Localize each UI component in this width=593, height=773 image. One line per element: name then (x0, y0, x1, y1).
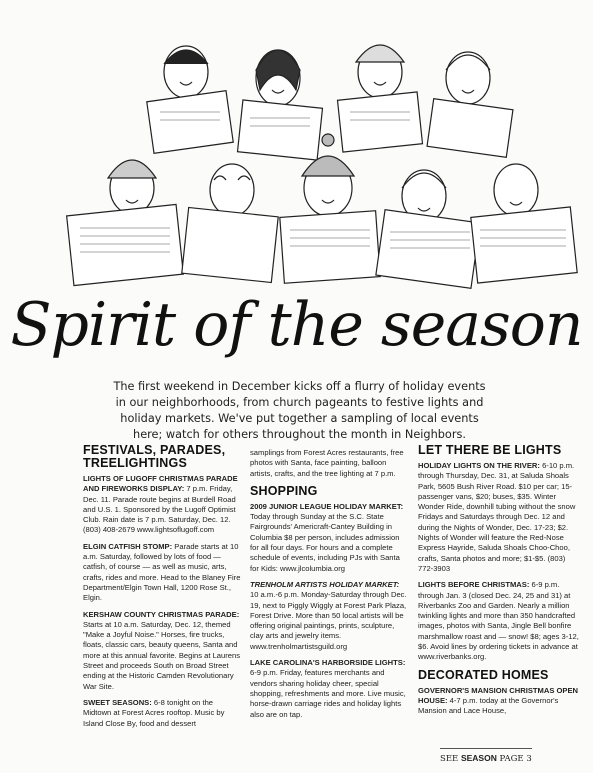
caroler-figure (471, 164, 577, 283)
event-title: SWEET SEASONS: (83, 697, 152, 707)
event-body: 4-7 p.m. today at the Governor's Mansion and Lace House, (418, 695, 559, 716)
caroler-figure (182, 164, 278, 283)
event-body: 6-10 p.m. through Thursday, Dec. 31, at Saluda Shoals Park, 5605 Bush River Road. $10 per car; 15-passenger vans, $20; buses, $35. Winter Wonder Ride, downhill tubing without the snow Fridays and Saturdays through Dec. 12 and during the Nights of Wonder, Dec. 17-23; $2. Nights of Wonder will feature the Red-Nose Express Hayride, Saluda Shoals Choo-Choo, crafts, Santa photos and more; $1-$5. (803) 772-3903 (418, 461, 576, 573)
event-title: KERSHAW COUNTY CHRISTMAS PARADE: (83, 609, 240, 619)
jump-line: SEE SEASON PAGE 3 (440, 748, 532, 764)
lights-column (418, 444, 580, 723)
event-body: 6-9 p.m. through Jan. 3 (closed Dec. 24, 25 and 31) at Riverbanks Zoo and Garden. Nearly a million twinkling lights and more than 350 handcrafted images, photos with Santa, Jingle Bell bonfire marshmallow roast and — snow! $8; ages 3-12, $6. Avoid lines by ordering tickets in advance at www.riverbanks.org. (418, 580, 579, 662)
event-body: Parade starts at 10 a.m. Saturday, followed by lots of food — catfish, of course — as well as music, arts, crafts, rides and more. Head to the Blaney Fire Department/Elgin Town Hall, 1200 Rose St., Elgin. (83, 541, 241, 603)
carolers-illustration (0, 0, 593, 300)
event-title: GOVERNOR'S MANSION CHRISTMAS OPEN HOUSE: (418, 685, 579, 705)
event-listing (83, 542, 241, 604)
event-body: Today through Sunday at the S.C. State Fairgrounds' Americraft-Cantey Building in Columbia $8 per person, includes admission for all four days. For hours and a complete schedule of events, including PJs with Santa for Kids: www.jlcolumbia.org (250, 512, 400, 573)
event-title: LIGHTS BEFORE CHRISTMAS: (418, 580, 530, 590)
event-listing (83, 610, 241, 692)
intro-paragraph: The first weekend in December kicks off a flurry of holiday events in our neighborhoods, from church pageants to festive lights and holiday markets. We've put together a sampling of local events here; watch for others throughout the month in Neighbors. (113, 380, 486, 441)
caroler-figure (338, 45, 423, 152)
section-heading-homes: DECORATED HOMES (418, 667, 549, 682)
event-title: LIGHTS OF LUGOFF CHRISTMAS PARADE AND FIREWORKS DISPLAY: (83, 474, 238, 494)
event-title: TRENHOLM ARTISTS HOLIDAY MARKET: (250, 579, 400, 589)
event-body: 7 p.m. Friday, Dec. 11. Parade route begins at Burdell Road and U.S. 1. Sponsored by the Lugoff Optimist Club. Rain date is 7 p.m. Saturday, Dec. 12. (803) 408-2679 www.lightsoflugoff.com (83, 484, 236, 535)
event-listing (250, 658, 408, 720)
event-listing (250, 502, 408, 574)
caroler-figure (67, 160, 184, 286)
event-listing (83, 698, 241, 729)
caroler-figure (427, 52, 513, 157)
event-body: 6-9 p.m. Friday, features merchants and vendors sharing holiday cheer, special shopping, refreshments and more. Live music, horse-drawn carriage rides and holiday lights also are on tap. (250, 668, 406, 719)
caroler-figure (238, 50, 323, 160)
caroler-figure (376, 170, 480, 288)
section-heading-shopping: SHOPPING (250, 483, 318, 498)
headline: Spirit of the season (10, 290, 583, 360)
event-listing (418, 686, 580, 717)
continued-text: samplings from Forest Acres restaurants, free photos with Santa, face painting, balloon artists, crafts, and the tree lighting at 7 p.m. (250, 448, 404, 478)
festivals-column (83, 444, 241, 735)
event-listing (83, 474, 241, 536)
shopping-column (250, 448, 408, 726)
caroler-figure (147, 46, 233, 153)
section-heading-lights: LET THERE BE LIGHTS (418, 443, 562, 457)
section-heading-festivals: FESTIVALS, PARADES, TREELIGHTINGS (83, 443, 226, 470)
event-body: 10 a.m.-6 p.m. Monday-Saturday through Dec. 19, next to Piggly Wiggly at Forest Park Plaza, Forest Drive. More than 50 local artists will be offering original paintings, prints, sculpture, clay arts and jewelry items. www.trenholmartistsguild.org (250, 590, 407, 651)
event-title: LAKE CAROLINA'S HARBORSIDE LIGHTS: (250, 658, 406, 668)
event-title: 2009 JUNIOR LEAGUE HOLIDAY MARKET: (250, 501, 404, 511)
jump-section: SEASON (460, 753, 497, 763)
event-title: ELGIN CATFISH STOMP: (83, 541, 173, 551)
event-listing (250, 580, 408, 652)
event-title: HOLIDAY LIGHTS ON THE RIVER: (418, 461, 540, 470)
event-body: 6-8 tonight on the Midtown at Forest Acres rooftop. Music by Island Close By, food and dessert (83, 697, 225, 728)
event-body: Starts at 10 a.m. Saturday, Dec. 12, themed "Make a Joyful Noise." Horses, fire trucks, floats, classic cars, beauty queens, Santa and more at this annual favorite. Begins at Laurens Street and proceeds South on Broad Street ending at the Historic Camden Revolutionary War Site. (83, 619, 241, 691)
event-listing (418, 461, 580, 574)
event-listing (418, 580, 580, 662)
